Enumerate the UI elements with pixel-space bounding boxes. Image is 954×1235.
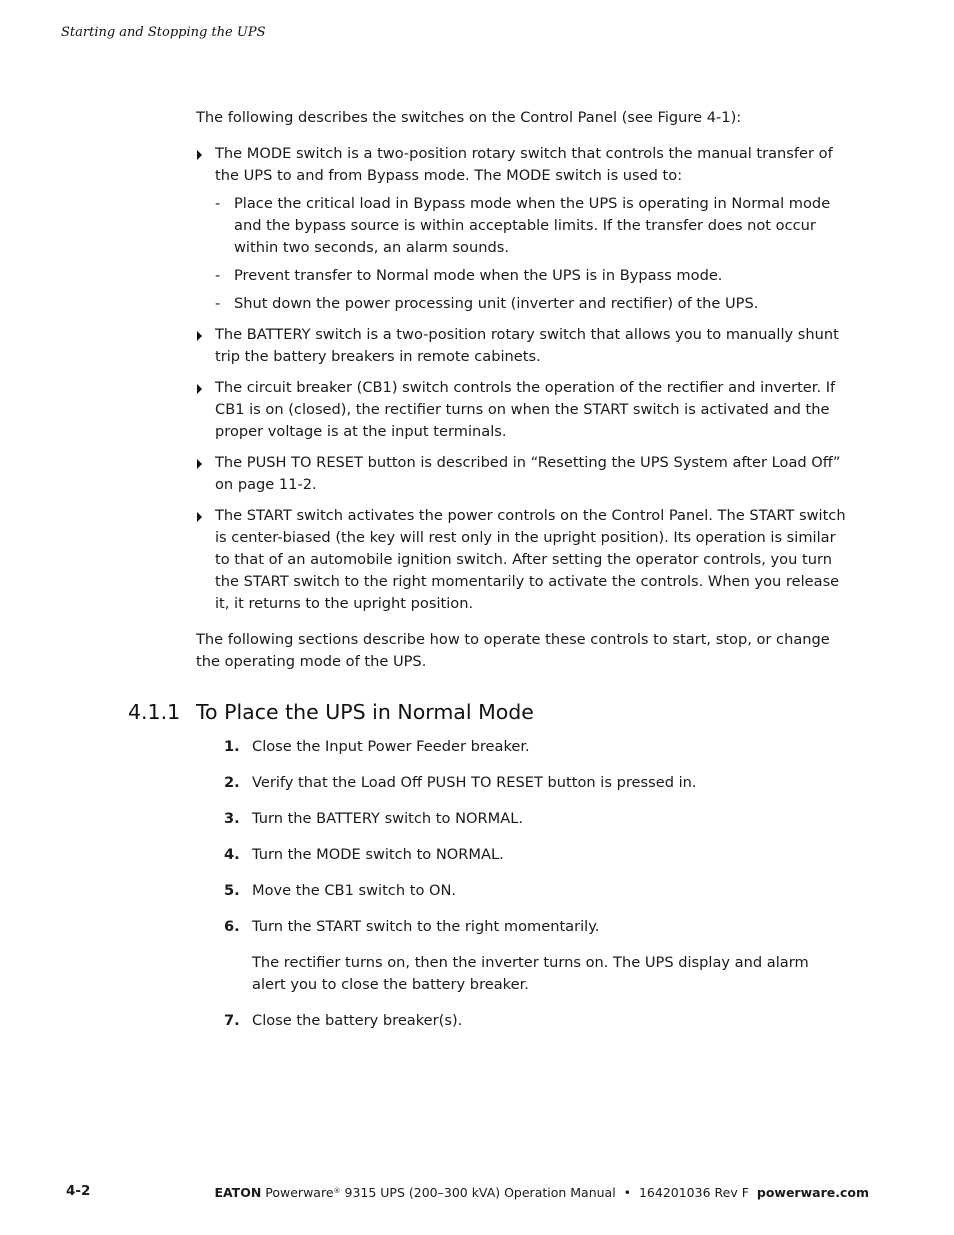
dash-item: - Place the critical load in Bypass mode when the UPS is operating in Normal mode and the bypass source is within acceptable limits. If the transfer does not occur within two seconds, an alarm sounds. xyxy=(215,195,831,256)
triangle-bullet-icon xyxy=(197,459,202,469)
step-item: 5. Move the CB1 switch to ON. xyxy=(224,882,457,899)
step-note: The rectifier turns on, then the inverter turns on. The UPS display and alarm alert you to close the battery breaker. xyxy=(252,954,809,993)
triangle-bullet-icon xyxy=(197,150,202,160)
step-item: 1. Close the Input Power Feeder breaker. xyxy=(224,738,530,755)
triangle-bullet-icon xyxy=(197,512,202,522)
intro-paragraph: The following describes the switches on the Control Panel (see Figure 4-1): xyxy=(196,109,742,126)
bullet-text: The circuit breaker (CB1) switch controls the operation of the rectifier and inverter. If CB1 is on (closed), the rectifier turns on when the START switch is activated and the proper voltage is at the input terminals. xyxy=(215,379,836,440)
triangle-bullet-icon xyxy=(197,384,202,394)
step-item: 6. Turn the START switch to the right momentarily. The rectifier turns on, then the inverter turns on. The UPS display and alarm alert you to close the battery breaker. xyxy=(224,916,844,996)
running-header: Starting and Stopping the UPS xyxy=(61,25,266,40)
footer-product: Powerware xyxy=(265,1185,334,1200)
footer-line xyxy=(214,1185,869,1200)
bullet-text: The BATTERY switch is a two-position rotary switch that allows you to manually shunt trip the battery breakers in remote cabinets. xyxy=(215,326,839,365)
triangle-bullet-icon xyxy=(197,331,202,341)
mode-switch-uses xyxy=(215,193,846,315)
step-item: 7. Close the battery breaker(s). xyxy=(224,1012,463,1029)
bullet-push-to-reset xyxy=(196,452,846,496)
dash-item: - Shut down the power processing unit (inverter and rectifier) of the UPS. xyxy=(215,295,759,312)
page-number: 4-2 xyxy=(66,1183,91,1199)
section-number: 4.1.1 xyxy=(128,700,181,724)
procedure-steps xyxy=(224,736,844,1046)
outro-paragraph: The following sections describe how to operate these controls to start, stop, or change the operating mode of the UPS. xyxy=(196,631,830,670)
bullet-mode-switch xyxy=(196,143,846,315)
step-item: 3. Turn the BATTERY switch to NORMAL. xyxy=(224,810,523,827)
bullet-text: The PUSH TO RESET button is described in “Resetting the UPS System after Load Off” on page 11-2. xyxy=(215,454,841,493)
registered-mark: ® xyxy=(333,1187,341,1195)
footer-brand: EATON xyxy=(214,1185,262,1200)
dash-item: - Prevent transfer to Normal mode when the UPS is in Bypass mode. xyxy=(215,267,723,284)
step-item: 2. Verify that the Load Off PUSH TO RESET button is pressed in. xyxy=(224,774,697,791)
bullet-cb1-switch xyxy=(196,377,846,443)
body-content xyxy=(196,107,846,687)
switch-list xyxy=(196,143,846,615)
footer-website: powerware.com xyxy=(756,1185,869,1200)
bullet-start-switch xyxy=(196,505,846,615)
bullet-text: The MODE switch is a two-position rotary switch that controls the manual transfer of the UPS to and from Bypass mode. The MODE switch is used to: xyxy=(215,145,833,184)
footer-manual: 9315 UPS (200–300 kVA) Operation Manual • 164201036 Rev F xyxy=(344,1185,749,1200)
section-title: To Place the UPS in Normal Mode xyxy=(196,700,534,724)
bullet-battery-switch xyxy=(196,324,846,368)
section-heading xyxy=(128,700,534,724)
step-item: 4. Turn the MODE switch to NORMAL. xyxy=(224,846,504,863)
bullet-text: The START switch activates the power controls on the Control Panel. The START switch is center-biased (the key will rest only in the upright position). Its operation is similar to that of an automobile ignition switch. After setting the operator controls, you turn the START switch to the right momentarily to activate the controls. When you release it, it returns to the upright position. xyxy=(215,507,846,612)
